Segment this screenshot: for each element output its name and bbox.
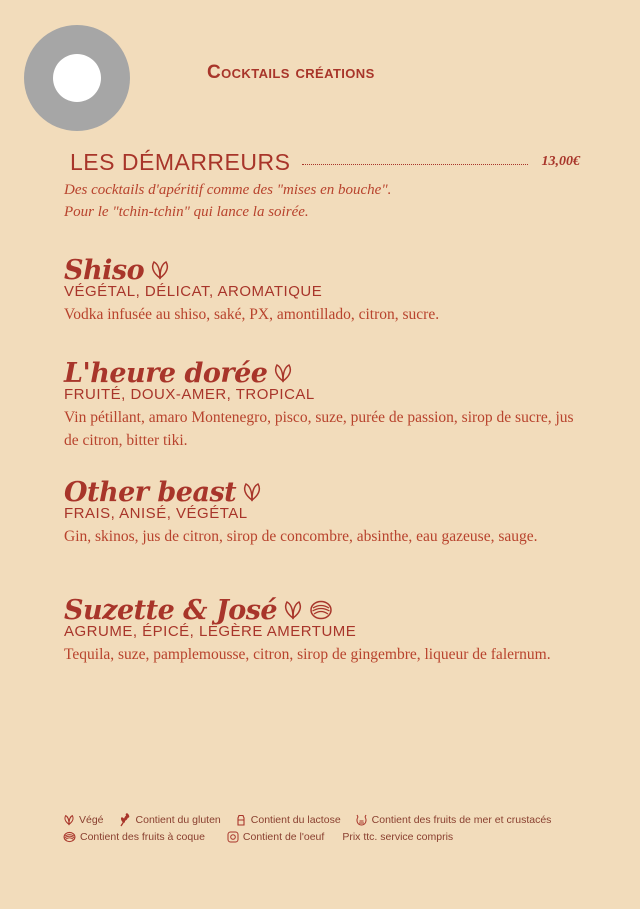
- page-title: Cocktails créations: [207, 62, 375, 83]
- intro-line: Des cocktails d'apéritif comme des "mises en bouche".: [64, 182, 392, 198]
- legend-egg: [227, 831, 324, 843]
- item-name: L'heure dorée: [64, 357, 268, 389]
- menu-item-shiso: [64, 251, 584, 327]
- item-description: Tequila, suze, pamplemousse, citron, sirop de gingembre, liqueur de falernum.: [64, 646, 551, 663]
- legend-vege: [63, 814, 104, 826]
- legend-label: Contient des fruits de mer et crustacés: [371, 814, 552, 826]
- legend-label: Contient du lactose: [250, 814, 341, 826]
- item-description: Vin pétillant, amaro Montenegro, pisco, suze, purée de passion, sirop de sucre, jus de citron, bitter tiki.: [64, 409, 574, 449]
- item-name: Other beast: [64, 476, 237, 508]
- legend-label: Contient des fruits à coque: [80, 831, 205, 843]
- leaf-icon: [272, 362, 294, 384]
- item-tagline: VÉGÉTAL, DÉLICAT, AROMATIQUE: [64, 283, 323, 300]
- menu-item-other-beast: [64, 473, 584, 549]
- price-note: [342, 831, 453, 843]
- legend-label: Contient de l'oeuf: [242, 831, 325, 843]
- legend-label: Contient du gluten: [135, 814, 221, 826]
- section-intro: [64, 179, 391, 223]
- price-note-label: Prix ttc. service compris: [342, 831, 454, 843]
- leaf-icon: [149, 259, 171, 281]
- menu-item-suzette-jose: [64, 591, 584, 667]
- legend-lactose: [235, 814, 341, 826]
- egg-icon: [227, 831, 239, 843]
- item-tagline: AGRUME, ÉPICÉ, LÉGÈRE AMERTUME: [64, 623, 357, 640]
- menu-item-heure-doree: [64, 354, 584, 452]
- dotted-leader: [302, 164, 527, 165]
- milk-icon: [235, 814, 247, 826]
- item-name: Suzette & José: [64, 594, 278, 626]
- legend-seafood: [355, 814, 552, 826]
- item-tagline: FRUITÉ, DOUX-AMER, TROPICAL: [64, 386, 315, 403]
- legend-gluten: [118, 813, 221, 827]
- item-description: Gin, skinos, jus de citron, sirop de concombre, absinthe, eau gazeuse, sauge.: [64, 528, 538, 545]
- allergen-legend-row: [63, 813, 603, 827]
- section-price: 13,00€: [541, 154, 580, 169]
- shellfish-icon: [355, 814, 368, 826]
- item-description: Vodka infusée au shiso, saké, PX, amontillado, citron, sucre.: [64, 306, 440, 323]
- section-header: [70, 147, 580, 177]
- wheat-icon: [118, 813, 132, 827]
- leaf-icon: [282, 599, 304, 621]
- leaf-icon: [241, 481, 263, 503]
- restaurant-logo: [24, 25, 130, 131]
- section-title: LES DÉMARREURS: [70, 148, 291, 175]
- logo-center: [53, 54, 101, 102]
- legend-label: Végé: [79, 814, 104, 826]
- allergen-legend-row: [63, 831, 603, 843]
- nut-icon: [63, 831, 76, 843]
- legend-nuts: [63, 831, 205, 843]
- intro-line: Pour le "tchin-tchin" qui lance la soirée.: [64, 204, 309, 220]
- item-tagline: FRAIS, ANISÉ, VÉGÉTAL: [64, 505, 248, 522]
- leaf-icon: [63, 814, 75, 826]
- item-name: Shiso: [64, 254, 145, 286]
- nut-icon: [309, 599, 333, 621]
